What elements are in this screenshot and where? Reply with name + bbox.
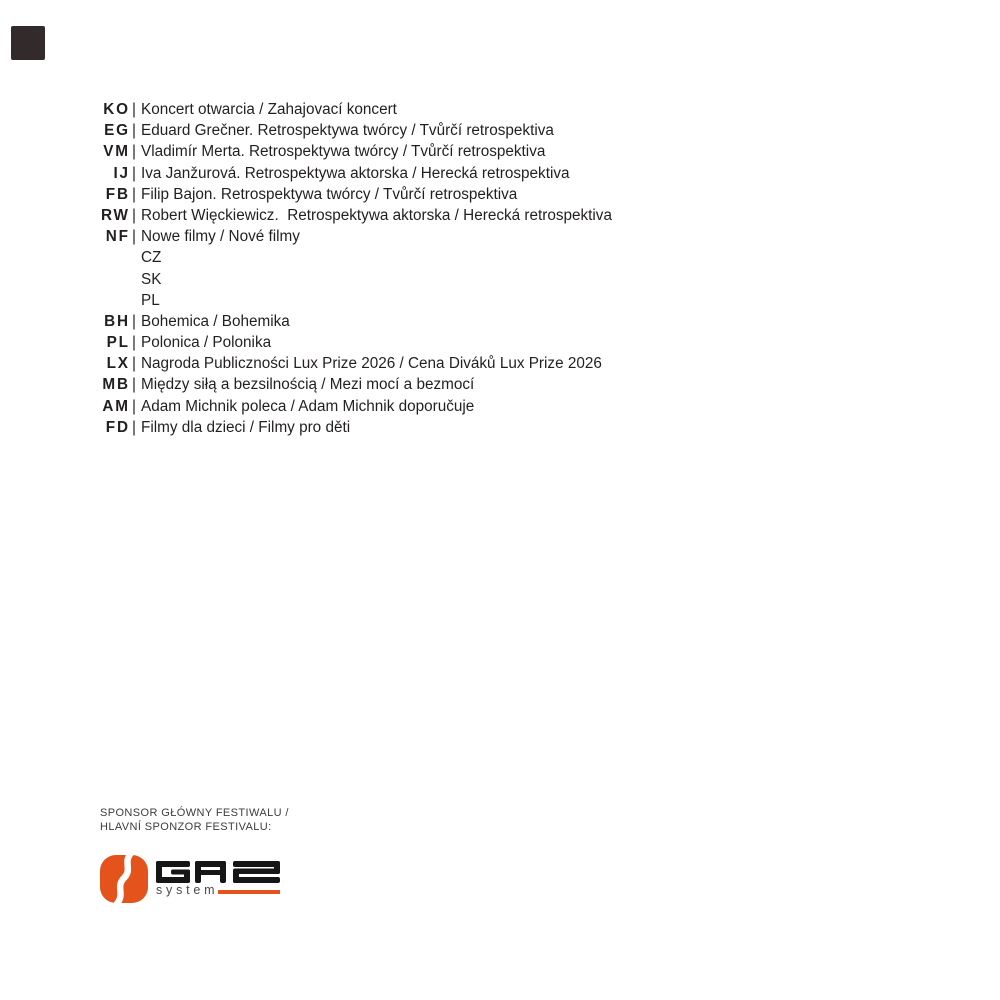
legend-separator: | <box>132 312 136 330</box>
legend-separator: | <box>132 185 136 203</box>
flame-s-icon <box>100 853 148 905</box>
legend-code: FB <box>105 185 130 203</box>
legend-code <box>58 247 130 268</box>
legend-row <box>58 290 612 311</box>
legend-text: Filmy dla dzieci / Filmy pro děti <box>141 418 351 436</box>
legend-row <box>58 269 612 290</box>
legend-row <box>58 311 612 332</box>
legend-list <box>58 99 612 438</box>
legend-code: MB <box>102 376 130 394</box>
legend-text: Iva Janžurová. Retrospektywa aktorska / Herecká retrospektiva <box>141 164 570 182</box>
legend-row <box>58 332 612 353</box>
legend-code <box>58 290 130 311</box>
legend-text: PL <box>141 291 160 309</box>
legend-separator: | <box>132 164 136 182</box>
legend-separator: | <box>132 143 136 161</box>
legend-separator <box>128 269 140 290</box>
corner-mark <box>11 26 45 60</box>
legend-row <box>58 353 612 374</box>
gaz-wordmark-icon <box>156 861 280 883</box>
logo-system-label: system <box>156 883 219 897</box>
legend-code: PL <box>106 334 130 352</box>
legend-text: Robert Więckiewicz. Retrospektywa aktorska / Herecká retrospektiva <box>141 206 612 224</box>
legend-text: Vladimír Merta. Retrospektywa twórcy / Tvůrčí retrospektiva <box>141 143 546 161</box>
legend-text: Bohemica / Bohemika <box>141 312 290 330</box>
legend-text: Adam Michnik poleca / Adam Michnik doporučuje <box>141 397 475 415</box>
legend-code: NF <box>105 228 130 246</box>
legend-separator: | <box>132 122 136 140</box>
legend-row <box>58 417 612 438</box>
legend-code: IJ <box>113 164 130 182</box>
legend-separator: | <box>132 228 136 246</box>
legend-text: Eduard Grečner. Retrospektywa twórcy / Tvůrčí retrospektiva <box>141 122 554 140</box>
legend-text: Między siłą a bezsilnością / Mezi mocí a bezmocí <box>141 376 475 394</box>
legend-code: FD <box>105 418 130 436</box>
legend-separator <box>128 247 140 268</box>
legend-text: Filip Bajon. Retrospektywa twórcy / Tvůrčí retrospektiva <box>141 185 518 203</box>
legend-separator: | <box>132 101 136 118</box>
legend-separator: | <box>132 418 136 436</box>
legend-row <box>58 226 612 247</box>
legend-row <box>58 184 612 205</box>
legend-row <box>58 396 612 417</box>
legend-text: SK <box>141 270 162 288</box>
gaz-system-logo-graphic <box>98 853 288 905</box>
legend-separator: | <box>132 355 136 373</box>
sponsor-line-2: HLAVNÍ SPONZOR FESTIVALU: <box>100 821 272 833</box>
legend-text: Koncert otwarcia / Zahajovací koncert <box>141 101 397 118</box>
legend-code <box>58 269 130 290</box>
legend-separator: | <box>132 206 136 224</box>
legend-code: EG <box>104 122 130 140</box>
legend-separator: | <box>132 397 136 415</box>
legend-row <box>58 205 612 226</box>
legend-separator: | <box>132 376 136 394</box>
legend-row <box>58 163 612 184</box>
legend-row <box>58 99 612 120</box>
logo-orange-rule <box>218 890 280 894</box>
legend-row <box>58 120 612 141</box>
legend-code: VM <box>103 143 130 161</box>
legend-code: BH <box>104 312 130 330</box>
legend-text: Polonica / Polonika <box>141 334 272 352</box>
legend-code: RW <box>100 206 130 224</box>
legend-text: Nowe filmy / Nové filmy <box>141 228 300 246</box>
legend-row <box>58 374 612 395</box>
sponsor-line-1: SPONSOR GŁÓWNY FESTIWALU / <box>100 807 289 819</box>
gaz-system-logo <box>98 853 288 905</box>
legend-text: Nagroda Publiczności Lux Prize 2026 / Cena Diváků Lux Prize 2026 <box>141 355 602 373</box>
legend-separator <box>128 290 140 311</box>
legend-text: CZ <box>141 249 162 267</box>
sponsor-block <box>100 806 289 834</box>
legend-separator: | <box>132 334 136 352</box>
legend-code: LX <box>106 355 130 373</box>
legend-row <box>58 247 612 268</box>
legend-code: AM <box>102 397 130 415</box>
legend-code: KO <box>103 101 130 118</box>
legend-row <box>58 141 612 162</box>
